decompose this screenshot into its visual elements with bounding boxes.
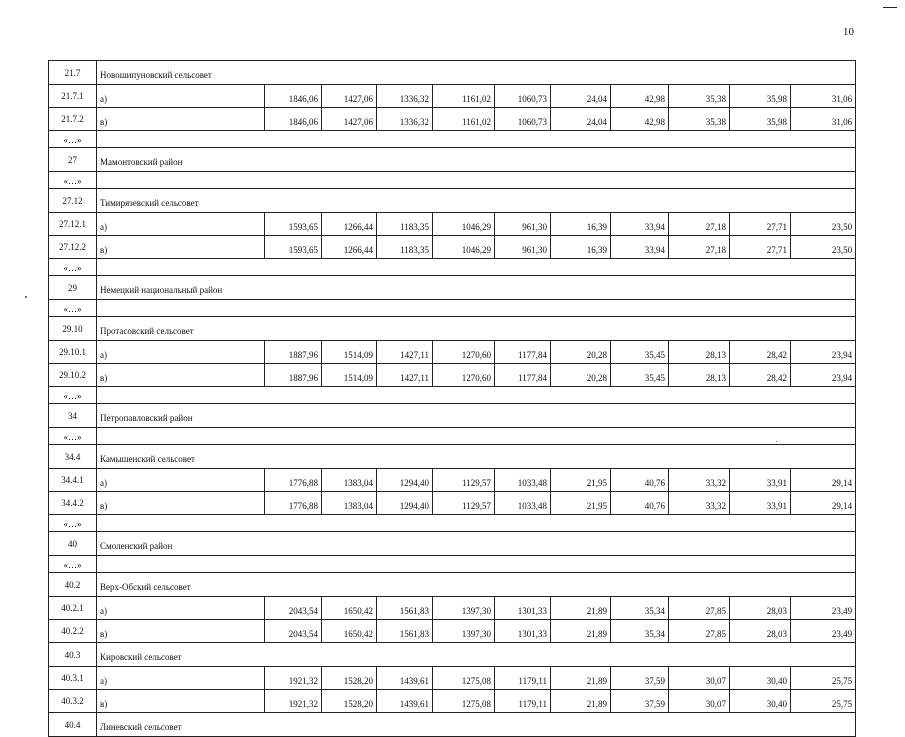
- row-label: а): [97, 341, 265, 364]
- tariff-table: [48, 60, 856, 737]
- table-row: [49, 428, 856, 445]
- value-cell: 2043,54: [265, 597, 322, 620]
- section-name: Смоленский район: [97, 532, 856, 556]
- value-cell: 28,13: [669, 341, 730, 364]
- row-code: 27.12: [49, 189, 97, 213]
- row-code: 21.7.2: [49, 108, 97, 131]
- value-cell: 1183,35: [377, 236, 433, 259]
- value-cell: 1183,35: [377, 213, 433, 236]
- table-row: [49, 515, 856, 532]
- value-cell: 1427,06: [322, 85, 377, 108]
- value-cell: 1179,11: [495, 690, 551, 713]
- row-code: 21.7: [49, 61, 97, 85]
- value-cell: 1921,32: [265, 690, 322, 713]
- value-cell: 1275,08: [433, 690, 495, 713]
- value-cell: 1033,48: [495, 492, 551, 515]
- value-cell: 27,71: [730, 236, 791, 259]
- value-cell: 1046,29: [433, 236, 495, 259]
- corner-dash: [883, 7, 897, 8]
- value-cell: 1161,02: [433, 85, 495, 108]
- value-cell: 1336,32: [377, 108, 433, 131]
- value-cell: 1528,20: [322, 667, 377, 690]
- table-row: [49, 364, 856, 387]
- value-cell: 1336,32: [377, 85, 433, 108]
- table-row: [49, 713, 856, 737]
- section-name: Протасовский сельсовет: [97, 317, 856, 341]
- table-row: [49, 556, 856, 573]
- table-row: [49, 341, 856, 364]
- row-code: 40.2.1: [49, 597, 97, 620]
- row-code: 40.3.2: [49, 690, 97, 713]
- table-row: [49, 317, 856, 341]
- ellipsis-marker: «…»: [49, 172, 97, 189]
- section-name: Новошипуновский сельсовет: [97, 61, 856, 85]
- page-number: 10: [843, 26, 854, 38]
- row-label: а): [97, 469, 265, 492]
- ellipsis-marker: «…»: [49, 387, 97, 404]
- value-cell: 1383,04: [322, 469, 377, 492]
- value-cell: 37,59: [611, 690, 669, 713]
- value-cell: 1397,30: [433, 597, 495, 620]
- value-cell: 33,91: [730, 469, 791, 492]
- value-cell: 42,98: [611, 108, 669, 131]
- value-cell: 1439,61: [377, 667, 433, 690]
- empty-cell: [97, 172, 856, 189]
- row-label: а): [97, 597, 265, 620]
- value-cell: 1294,40: [377, 469, 433, 492]
- value-cell: 28,03: [730, 620, 791, 643]
- value-cell: 1427,11: [377, 341, 433, 364]
- value-cell: 30,40: [730, 690, 791, 713]
- ellipsis-marker: «…»: [49, 556, 97, 573]
- table-row: [49, 532, 856, 556]
- table-row: [49, 404, 856, 428]
- value-cell: 1177,84: [495, 364, 551, 387]
- row-code: 40.2: [49, 573, 97, 597]
- value-cell: 1383,04: [322, 492, 377, 515]
- table-row: [49, 690, 856, 713]
- row-label: в): [97, 690, 265, 713]
- row-code: 29.10.2: [49, 364, 97, 387]
- table-row: [49, 667, 856, 690]
- value-cell: 30,40: [730, 667, 791, 690]
- row-code: 34: [49, 404, 97, 428]
- row-code: 40: [49, 532, 97, 556]
- row-code: 40.3: [49, 643, 97, 667]
- value-cell: 24,04: [551, 108, 611, 131]
- value-cell: 1561,83: [377, 597, 433, 620]
- value-cell: 1887,96: [265, 364, 322, 387]
- value-cell: 23,50: [791, 236, 856, 259]
- table-row: [49, 276, 856, 300]
- value-cell: 35,98: [730, 85, 791, 108]
- ellipsis-marker: «…»: [49, 515, 97, 532]
- value-cell: 1266,44: [322, 213, 377, 236]
- value-cell: 21,89: [551, 667, 611, 690]
- value-cell: 21,89: [551, 597, 611, 620]
- row-code: 29: [49, 276, 97, 300]
- value-cell: 29,14: [791, 492, 856, 515]
- value-cell: 23,49: [791, 597, 856, 620]
- value-cell: 21,89: [551, 690, 611, 713]
- table-row: [49, 172, 856, 189]
- value-cell: 33,94: [611, 236, 669, 259]
- table-row: [49, 492, 856, 515]
- value-cell: 28,03: [730, 597, 791, 620]
- value-cell: 33,32: [669, 492, 730, 515]
- value-cell: 1179,11: [495, 667, 551, 690]
- value-cell: 1129,57: [433, 492, 495, 515]
- empty-cell: [97, 428, 856, 445]
- row-label: в): [97, 236, 265, 259]
- table-row: [49, 643, 856, 667]
- value-cell: 1177,84: [495, 341, 551, 364]
- value-cell: 1887,96: [265, 341, 322, 364]
- table-row: [49, 108, 856, 131]
- table-row: [49, 148, 856, 172]
- value-cell: 30,07: [669, 667, 730, 690]
- section-name: Петропавловский район: [97, 404, 856, 428]
- value-cell: 1439,61: [377, 690, 433, 713]
- table-row: [49, 597, 856, 620]
- value-cell: 33,91: [730, 492, 791, 515]
- value-cell: 1161,02: [433, 108, 495, 131]
- value-cell: 1270,60: [433, 341, 495, 364]
- value-cell: 1397,30: [433, 620, 495, 643]
- value-cell: 35,34: [611, 597, 669, 620]
- value-cell: 961,30: [495, 213, 551, 236]
- row-code: 21.7.1: [49, 85, 97, 108]
- value-cell: 40,76: [611, 492, 669, 515]
- ellipsis-marker: «…»: [49, 131, 97, 148]
- row-code: 29.10: [49, 317, 97, 341]
- value-cell: 21,95: [551, 469, 611, 492]
- empty-cell: [97, 300, 856, 317]
- row-label: а): [97, 213, 265, 236]
- value-cell: 1301,33: [495, 597, 551, 620]
- value-cell: 27,71: [730, 213, 791, 236]
- value-cell: 16,39: [551, 236, 611, 259]
- value-cell: 28,42: [730, 341, 791, 364]
- value-cell: 21,95: [551, 492, 611, 515]
- row-code: 34.4.2: [49, 492, 97, 515]
- value-cell: 1427,11: [377, 364, 433, 387]
- value-cell: 1846,06: [265, 108, 322, 131]
- value-cell: 1046,29: [433, 213, 495, 236]
- row-code: 29.10.1: [49, 341, 97, 364]
- value-cell: 27,18: [669, 213, 730, 236]
- value-cell: 21,89: [551, 620, 611, 643]
- table-row: [49, 61, 856, 85]
- row-code: 40.2.2: [49, 620, 97, 643]
- section-name: Камышенский сельсовет: [97, 445, 856, 469]
- empty-cell: [97, 387, 856, 404]
- value-cell: 23,50: [791, 213, 856, 236]
- value-cell: 29,14: [791, 469, 856, 492]
- value-cell: 30,07: [669, 690, 730, 713]
- row-label: в): [97, 108, 265, 131]
- value-cell: 1921,32: [265, 667, 322, 690]
- value-cell: 1561,83: [377, 620, 433, 643]
- section-name: Кировский сельсовет: [97, 643, 856, 667]
- value-cell: 1776,88: [265, 492, 322, 515]
- value-cell: 20,28: [551, 341, 611, 364]
- value-cell: 1129,57: [433, 469, 495, 492]
- value-cell: 1650,42: [322, 620, 377, 643]
- section-name: Линевский сельсовет: [97, 713, 856, 737]
- value-cell: 1060,73: [495, 108, 551, 131]
- table-row: [49, 300, 856, 317]
- table-row: [49, 213, 856, 236]
- value-cell: 2043,54: [265, 620, 322, 643]
- row-code: 34.4: [49, 445, 97, 469]
- row-code: 40.3.1: [49, 667, 97, 690]
- section-name: Тимирязевский сельсовет: [97, 189, 856, 213]
- value-cell: 27,18: [669, 236, 730, 259]
- value-cell: 1427,06: [322, 108, 377, 131]
- row-code: 27.12.2: [49, 236, 97, 259]
- row-label: в): [97, 492, 265, 515]
- value-cell: 27,85: [669, 620, 730, 643]
- row-code: 27: [49, 148, 97, 172]
- table-row: [49, 236, 856, 259]
- table-row: [49, 387, 856, 404]
- table-row: [49, 85, 856, 108]
- table-row: [49, 445, 856, 469]
- row-code: 34.4.1: [49, 469, 97, 492]
- value-cell: 35,45: [611, 341, 669, 364]
- value-cell: 1846,06: [265, 85, 322, 108]
- value-cell: 1593,65: [265, 213, 322, 236]
- empty-cell: [97, 556, 856, 573]
- table-body: [49, 61, 856, 737]
- value-cell: 23,94: [791, 341, 856, 364]
- value-cell: 20,28: [551, 364, 611, 387]
- section-name: Верх-Обский сельсовет: [97, 573, 856, 597]
- row-label: в): [97, 620, 265, 643]
- row-label: а): [97, 85, 265, 108]
- scan-speck: [25, 296, 27, 298]
- value-cell: 28,13: [669, 364, 730, 387]
- value-cell: 1528,20: [322, 690, 377, 713]
- value-cell: 1650,42: [322, 597, 377, 620]
- value-cell: 42,98: [611, 85, 669, 108]
- value-cell: 35,45: [611, 364, 669, 387]
- value-cell: 1301,33: [495, 620, 551, 643]
- value-cell: 1270,60: [433, 364, 495, 387]
- value-cell: 37,59: [611, 667, 669, 690]
- value-cell: 31,06: [791, 85, 856, 108]
- empty-cell: [97, 259, 856, 276]
- table-row: [49, 131, 856, 148]
- row-code: 27.12.1: [49, 213, 97, 236]
- value-cell: 1294,40: [377, 492, 433, 515]
- value-cell: 40,76: [611, 469, 669, 492]
- value-cell: 28,42: [730, 364, 791, 387]
- value-cell: 1514,09: [322, 364, 377, 387]
- value-cell: 1776,88: [265, 469, 322, 492]
- value-cell: 1514,09: [322, 341, 377, 364]
- value-cell: 1033,48: [495, 469, 551, 492]
- value-cell: 23,94: [791, 364, 856, 387]
- value-cell: 23,49: [791, 620, 856, 643]
- table-row: [49, 620, 856, 643]
- value-cell: 25,75: [791, 690, 856, 713]
- value-cell: 1266,44: [322, 236, 377, 259]
- value-cell: 961,30: [495, 236, 551, 259]
- value-cell: 24,04: [551, 85, 611, 108]
- ellipsis-marker: «…»: [49, 428, 97, 445]
- value-cell: 27,85: [669, 597, 730, 620]
- value-cell: 35,38: [669, 85, 730, 108]
- table-row: [49, 573, 856, 597]
- value-cell: 35,38: [669, 108, 730, 131]
- ellipsis-marker: «…»: [49, 259, 97, 276]
- value-cell: 1060,73: [495, 85, 551, 108]
- value-cell: 1275,08: [433, 667, 495, 690]
- table-row: [49, 259, 856, 276]
- empty-cell: [97, 131, 856, 148]
- row-code: 40.4: [49, 713, 97, 737]
- empty-cell: [97, 515, 856, 532]
- value-cell: 25,75: [791, 667, 856, 690]
- value-cell: 33,94: [611, 213, 669, 236]
- value-cell: 16,39: [551, 213, 611, 236]
- value-cell: 1593,65: [265, 236, 322, 259]
- section-name: Мамонтовский район: [97, 148, 856, 172]
- value-cell: 35,34: [611, 620, 669, 643]
- value-cell: 31,06: [791, 108, 856, 131]
- value-cell: 33,32: [669, 469, 730, 492]
- value-cell: 35,98: [730, 108, 791, 131]
- table-row: [49, 189, 856, 213]
- section-name: Немецкий национальный район: [97, 276, 856, 300]
- table-row: [49, 469, 856, 492]
- ellipsis-marker: «…»: [49, 300, 97, 317]
- row-label: в): [97, 364, 265, 387]
- row-label: а): [97, 667, 265, 690]
